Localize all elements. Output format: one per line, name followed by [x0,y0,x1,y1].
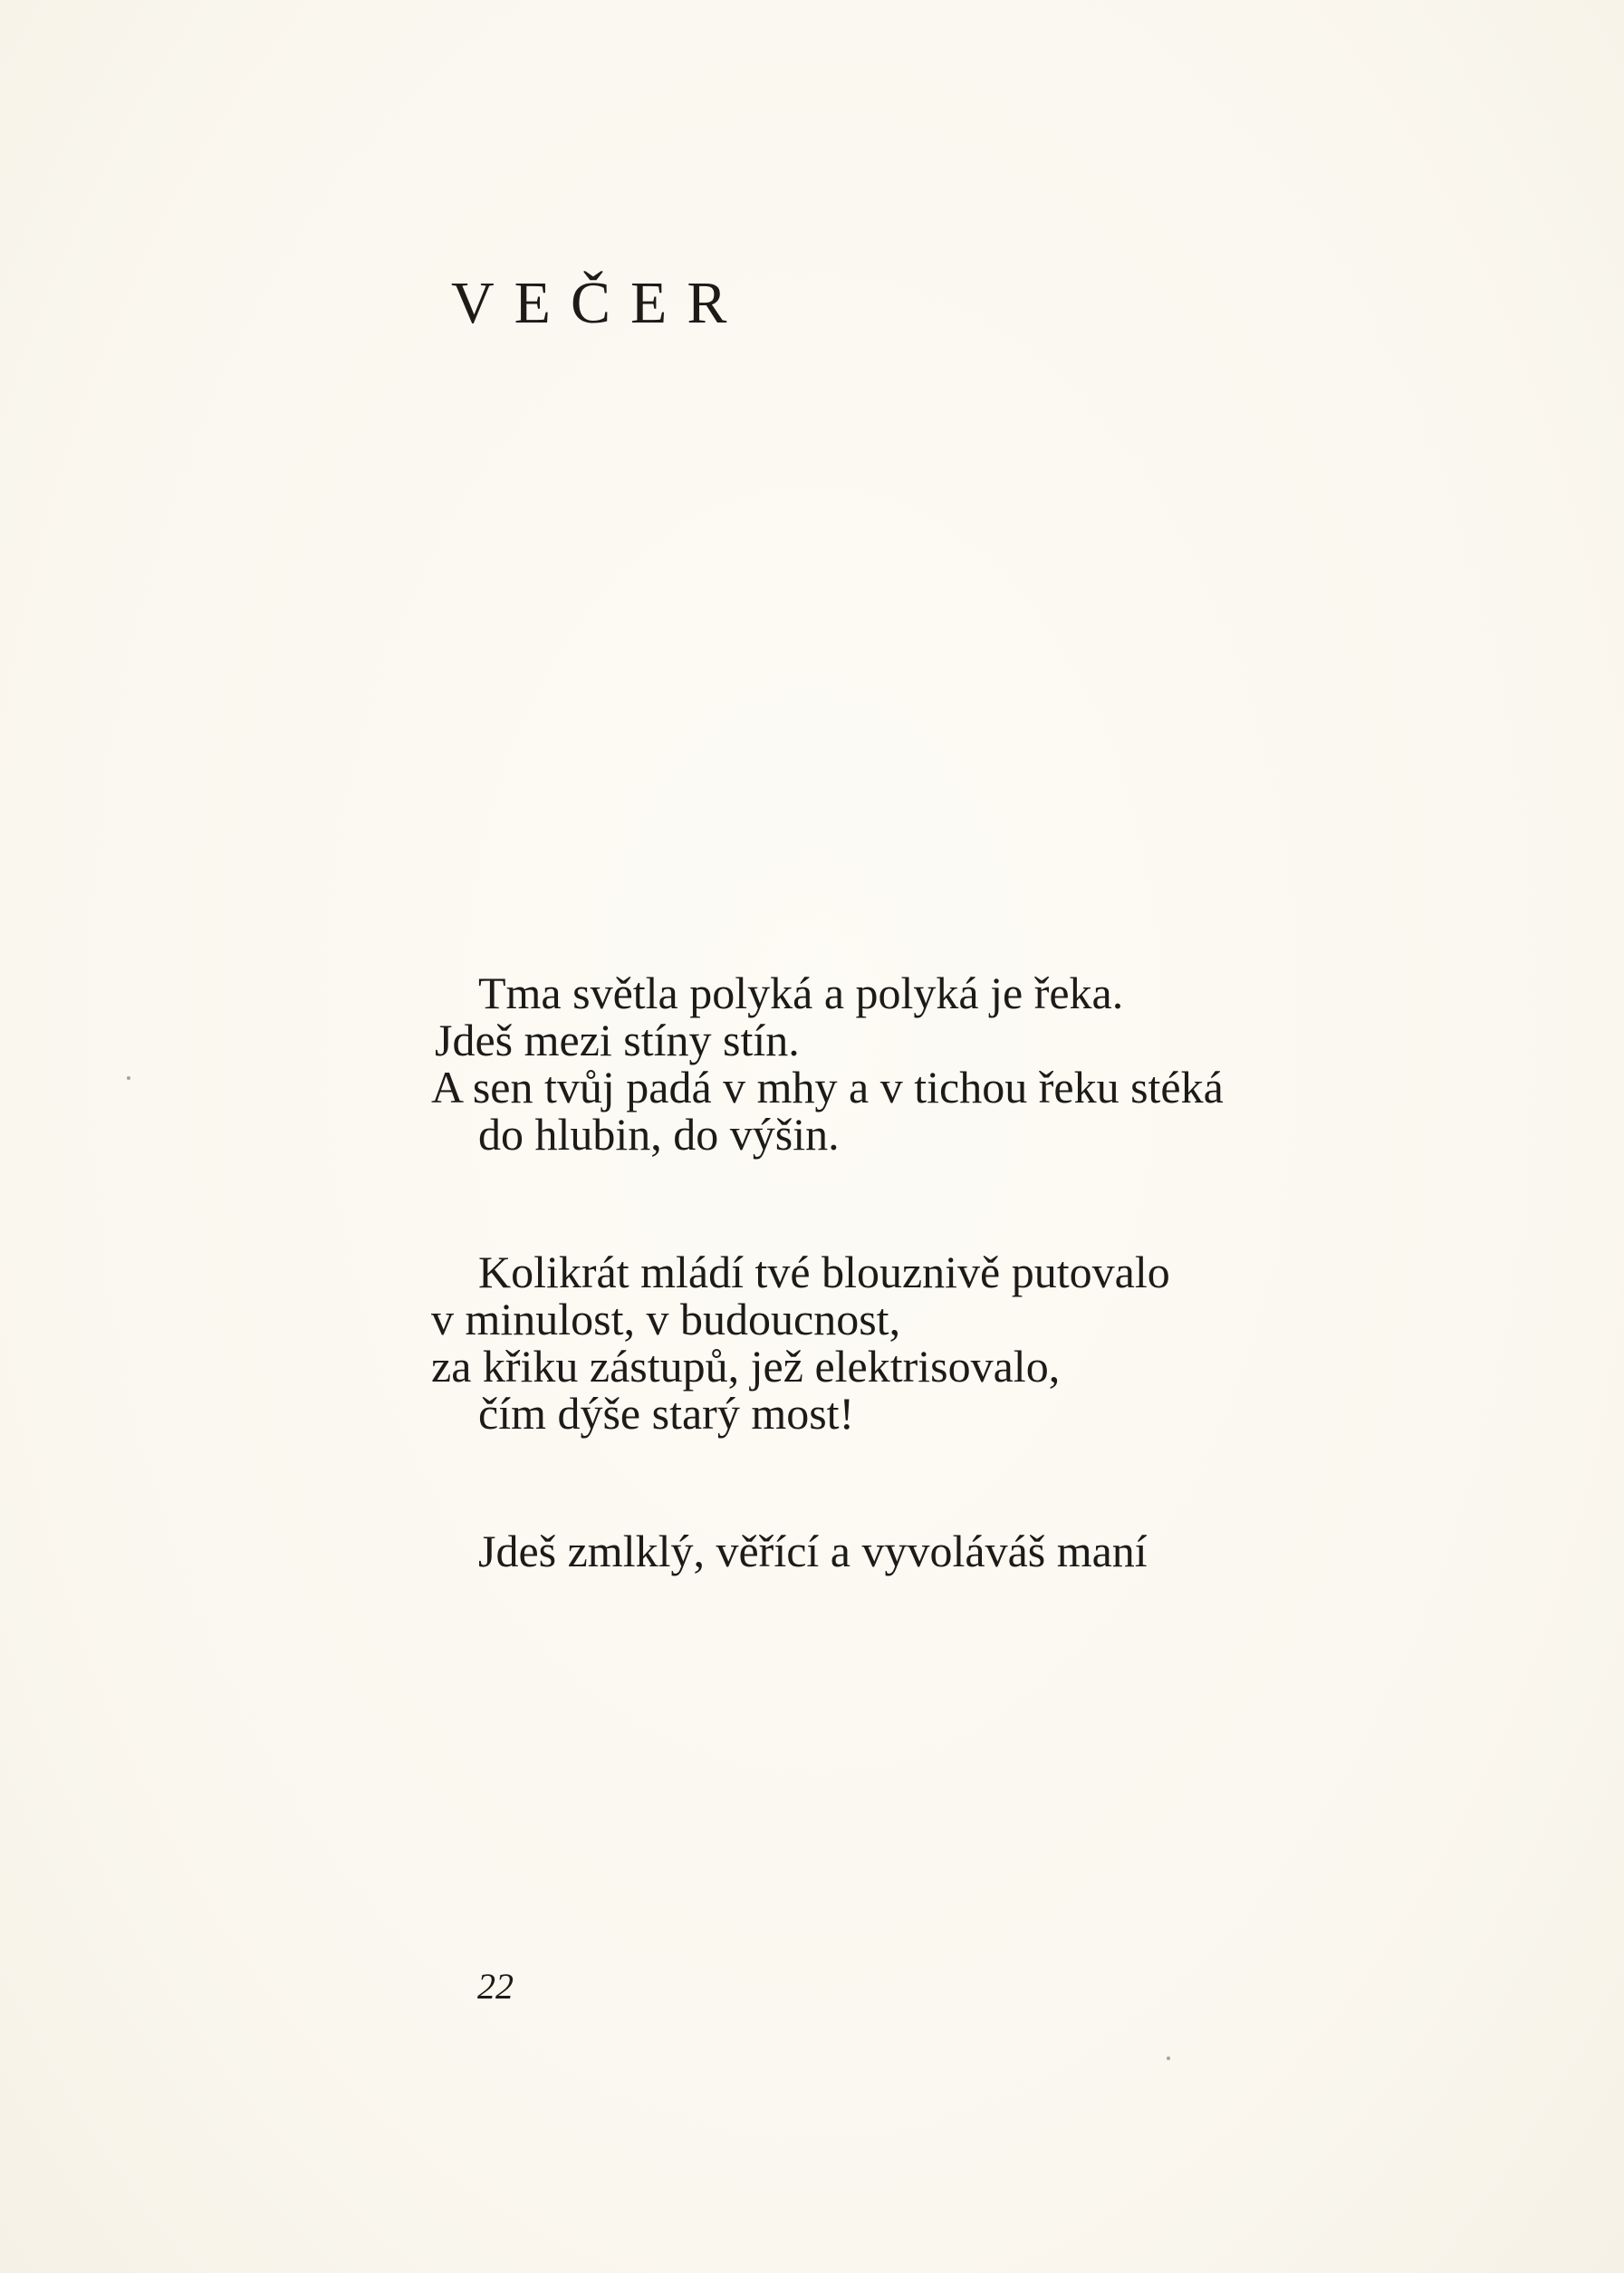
poem-body [431,969,1224,1665]
stanza-1 [431,969,1224,1158]
poem-line: v minulost, v budoucnost, [431,1294,901,1344]
poem-line: čím dýše starý most! [478,1388,855,1439]
paper-speck [1167,2056,1170,2060]
poem-line: Jdeš mezi stíny stín. [435,1015,800,1065]
stanza-3 [431,1527,1224,1575]
page-number: 22 [477,1966,514,2007]
poem-line: do hlubin, do výšin. [478,1109,840,1160]
poem-line: Tma světla polyká a polyká je řeka. [478,968,1124,1018]
poem-title: VEČER [451,270,747,336]
poem-line: Jdeš zmlklý, věřící a vyvoláváš maní [478,1526,1148,1576]
poem-line: Kolikrát mládí tvé blouznivě putovalo [478,1247,1170,1297]
poem-line: za křiku zástupů, jež elektrisovalo, [431,1341,1061,1392]
paper-speck [127,1076,130,1080]
poem-line: A sen tvůj padá v mhy a v tichou řeku stéká [431,1062,1224,1112]
stanza-2 [431,1248,1224,1437]
